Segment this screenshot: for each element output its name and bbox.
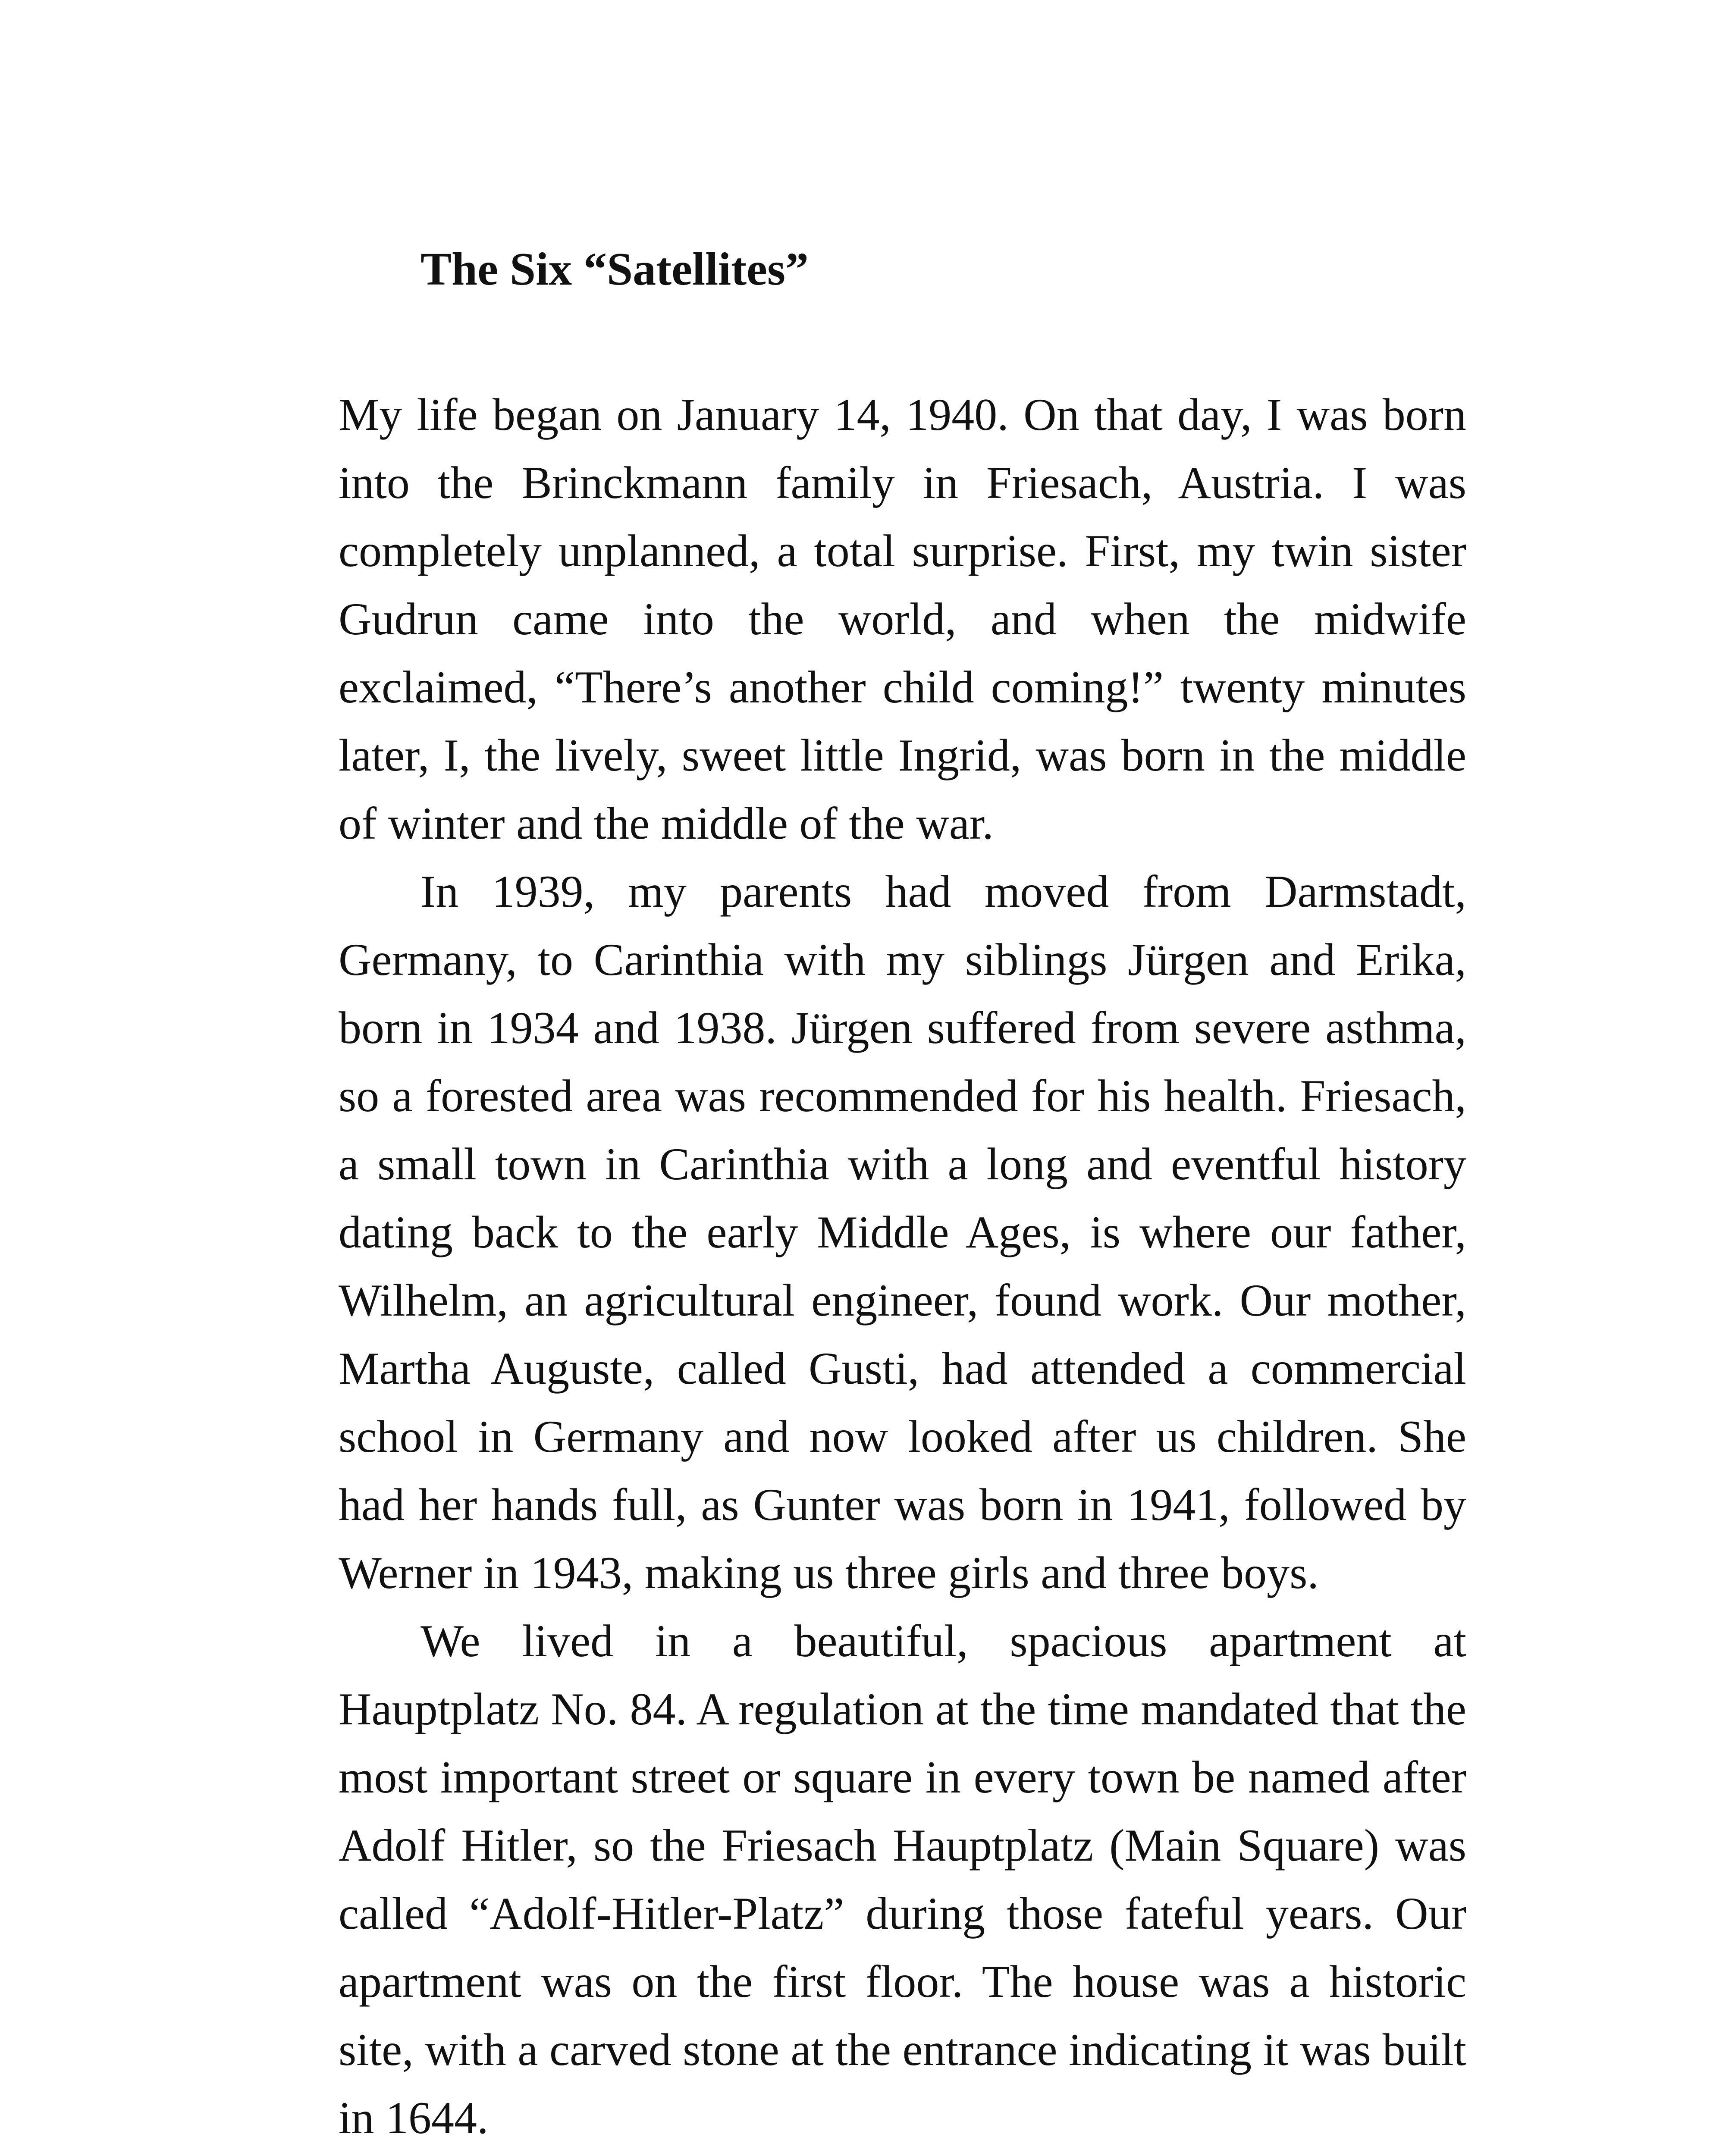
paragraph-3: We lived in a beautiful, spacious apartment at Hauptplatz No. 84. A regulation at the time mandated that the most important street or square in every town be named after Adolf Hitler, so the Friesach Hauptplatz (Main Square) was called “Adolf-Hitler-Platz” during those fateful years. Our apartment was on the first floor. The house was a historic site, with a carved stone at the entrance indicating it was built in 1644. xyxy=(339,1616,1466,2143)
paragraph-1: My life began on January 14, 1940. On that day, I was born into the Brinckmann family in Friesach, Austria. I was completely unplanned, a total surprise. First, my twin sister Gudrun came into the world, and when the midwife exclaimed, “There’s another child coming!” twenty minutes later, I, the lively, sweet little Ingrid, was born in the middle of winter and the middle of the war. xyxy=(339,389,1466,849)
body-text xyxy=(339,381,1466,2152)
chapter-title: The Six “Satellites” xyxy=(420,244,809,295)
paragraph-2: In 1939, my parents had moved from Darmstadt, Germany, to Carinthia with my siblings Jürgen and Erika, born in 1934 and 1938. Jürgen suffered from severe asthma, so a forested area was recommended for his health. Friesach, a small town in Carinthia with a long and eventful history dating back to the early Middle Ages, is where our father, Wilhelm, an agricultural engineer, found work. Our mother, Martha Auguste, called Gusti, had attended a commercial school in Germany and now looked after us children. She had her hands full, as Gunter was born in 1941, followed by Werner in 1943, making us three girls and three boys. xyxy=(339,866,1466,1598)
